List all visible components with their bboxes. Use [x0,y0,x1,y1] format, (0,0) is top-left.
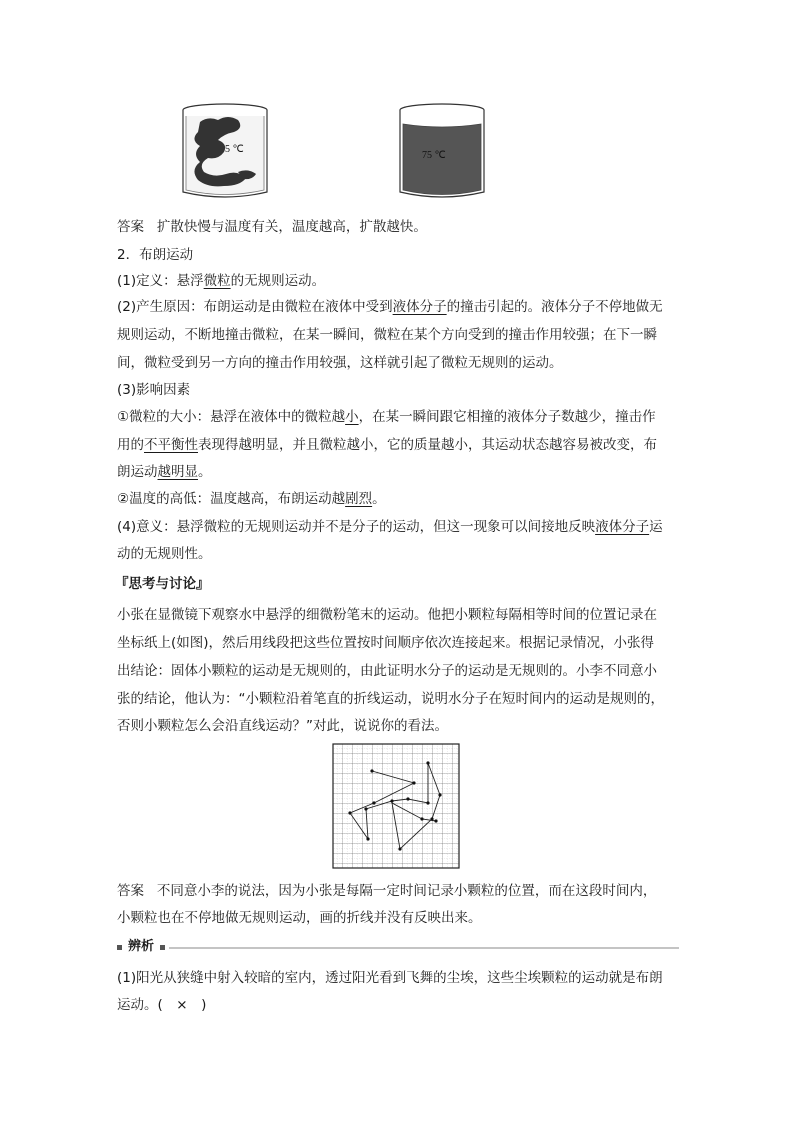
discussion-line-3: 出结论：固体小颗粒的运动是无规则的，由此证明水分子的运动是无规则的。小李不同意小 [117,663,657,679]
size-line-1 [117,407,656,427]
cold-temp-label: 5 ℃ [225,144,244,155]
size-line-2 [117,435,657,455]
answer-2-text: 不同意小李的说法，因为小张是每隔一定时间记录小颗粒的位置，而在这段时间内， [156,883,657,899]
size-text-3: 朗运动 [117,464,158,480]
size-underlined-2: 不平衡性 [144,437,198,453]
analysis-q1-line-1: (1)阳光从狭缝中射入较暗的室内，透过阳光看到飞舞的尘埃，这些尘埃颗粒的运动就是布朗 [117,970,663,986]
size-text-2: 用的 [117,437,144,453]
answer-text: 扩散快慢与温度有关，温度越高，扩散越快。 [156,219,427,235]
discussion-title: 『思考与讨论』 [115,576,210,592]
size-text: ①微粒的大小：悬浮在液体中的微粒越 [117,409,346,425]
definition-underlined: 微粒 [203,273,231,289]
analysis-q1-line-2: 运动。( × ) [117,997,207,1013]
size-line-3 [117,462,212,482]
temperature-factor [117,489,386,509]
beaker-illustration [180,102,500,202]
discussion-line-4: 张的结论，他认为：“小颗粒沿着笔直的折线运动，说明水分子在短时间内的运动是规则的， [117,691,664,707]
meaning-line-1 [117,517,663,537]
cause-text: (2)产生原因：布朗运动是由微粒在液体中受到 [117,299,393,315]
cause-text-end: 的撞击引起的。液体分子不停地做无 [446,299,663,315]
size-text-3-end: 。 [198,464,212,480]
size-underlined: 小 [345,409,359,425]
temp-underlined: 剧烈 [345,491,373,507]
brownian-path-figure [332,743,462,871]
cause-line-1 [117,297,663,317]
hot-water-beaker [400,104,484,197]
analysis-title: 辨析 [128,939,155,954]
temp-text-end: 。 [372,491,386,507]
hot-temp-label: 75 ℃ [422,150,446,161]
discussion-line-5: 否则小颗粒怎么会沿直线运动？”对此，说说你的看法。 [117,718,448,734]
definition-text-end: 的无规则运动。 [230,273,326,289]
discussion-line-2: 坐标纸上(如图)，然后用线段把这些位置按时间顺序依次连接起来。根据记录情况，小张得 [117,635,655,651]
answer-2-tag: 答案 [117,883,144,899]
answer-2-line-1 [117,881,656,901]
cause-line-2: 规则运动，不断地撞击微粒，在某一瞬间，微粒在某个方向受到的撞击作用较强；在下一瞬 [117,327,657,343]
meaning-line-2: 动的无规则性。 [117,546,212,562]
answer-2-line-2: 小颗粒也在不停地做无规则运动，画的折线并没有反映出来。 [117,910,482,926]
definition [117,271,325,291]
temp-text: ②温度的高低：温度越高，布朗运动越 [117,491,346,507]
size-underlined-3: 越明显 [157,464,198,480]
meaning-text: (4)意义：悬浮微粒的无规则运动并不是分子的运动，但这一现象可以间接地反映 [117,519,596,535]
discussion-line-1: 小张在显微镜下观察水中悬浮的细微粉笔末的运动。他把小颗粒每隔相等时间的位置记录在 [117,607,657,623]
answer-1 [117,217,427,237]
meaning-text-end: 运 [649,519,663,535]
section-title: 2．布朗运动 [117,247,194,263]
answer-tag: 答案 [117,219,144,235]
meaning-underlined: 液体分子 [595,519,650,535]
size-text-end: ，在某一瞬间跟它相撞的液体分子数越少，撞击作 [358,409,656,425]
size-text-2-end: 表现得越明显，并且微粒越小，它的质量越小，其运动状态越容易被改变，布 [198,437,657,453]
cause-underlined: 液体分子 [392,299,447,315]
analysis-divider [117,943,679,953]
factors-title: (3)影响因素 [117,382,191,398]
cold-water-beaker [183,104,267,197]
definition-text: (1)定义：悬浮 [117,273,204,289]
cause-line-3: 间，微粒受到另一方向的撞击作用较强，这样就引起了微粒无规则的运动。 [117,355,563,371]
